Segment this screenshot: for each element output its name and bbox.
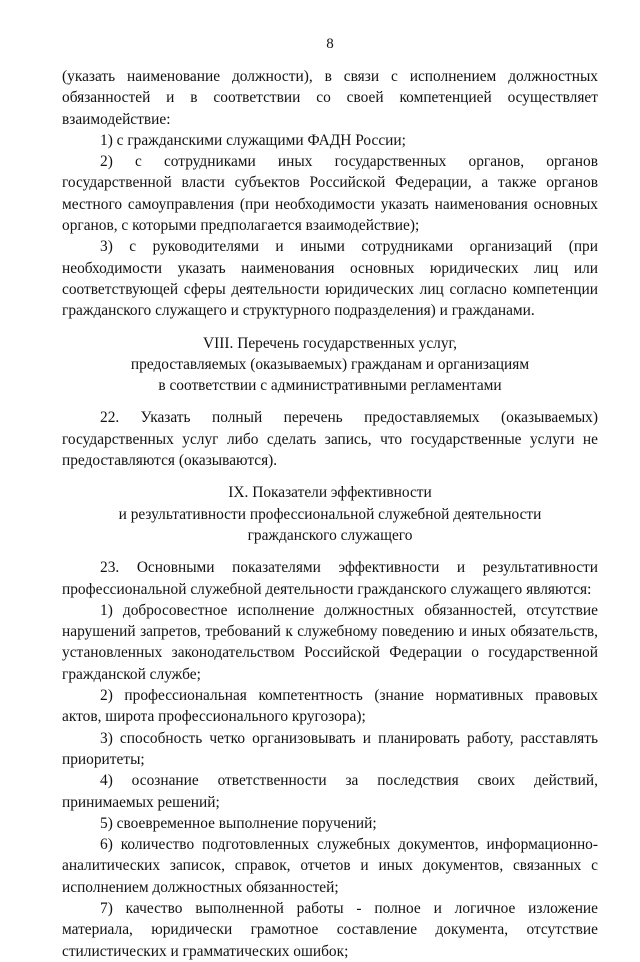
- document-page: [62, 0, 598, 960]
- list-item: 1) добросовестное исполнение должностных обязанностей, отсутствие нарушений запретов, требований к служебному поведению и иных обязательств, установленных законодательством Российской Федерации о государственной гражданской службе;: [62, 601, 598, 683]
- heading-line: в соответствии с административными регламентами: [158, 377, 502, 395]
- heading-line: IX. Показатели эффективности: [228, 484, 432, 502]
- heading-line: гражданского служащего: [247, 526, 413, 544]
- section-9-heading: [62, 482, 598, 546]
- page-number: 8: [326, 36, 334, 52]
- intro-paragraph: (указать наименование должности), в связи с исполнением должностных обязанностей и в соответствии со своей компетенцией осуществляет взаимодействие:: [62, 68, 598, 128]
- section-9-paragraph: 23. Основными показателями эффективности и результативности профессиональной служебной деятельности гражданского служащего являются:: [62, 559, 598, 598]
- heading-line: и результативности профессиональной служебной деятельности: [118, 505, 542, 523]
- list-item: 5) своевременное выполнение поручений;: [100, 814, 377, 832]
- list-item: 3) с руководителями и иными сотрудниками организаций (при необходимости указать наименования основных юридических лиц или соответствующей сферы деятельности юридических лиц согласно компетенции гражданского служащего и структурного подразделения) и гражданами.: [62, 238, 598, 320]
- section-8-paragraph: 22. Указать полный перечень предоставляемых (оказываемых) государственных услуг либо сделать запись, что государственные услуги не предоставляются (оказываются).: [62, 409, 598, 470]
- list-item: 6) количество подготовленных служебных документов, информационно-аналитических записок, справок, отчетов и иных документов, связанных с исполнением должностных обязанностей;: [62, 836, 598, 896]
- list-item: 3) способность четко организовывать и планировать работу, расставлять приоритеты;: [62, 729, 598, 768]
- list-item: 4) осознание ответственности за последствия своих действий, принимаемых решений;: [62, 772, 598, 811]
- list-item: 7) качество выполненной работы - полное и логичное изложение материала, юридически грамотное составление документа, отсутствие стилистических и грамматических ошибок;: [62, 899, 598, 960]
- document-body: [62, 66, 598, 962]
- list-item: 2) с сотрудниками иных государственных органов, органов государственной власти субъектов Российской Федерации, а также органов местного самоуправления (при необходимости указать наименования основных органов, с которыми предполагается взаимодействие);: [62, 153, 598, 235]
- list-item: 2) профессиональная компетентность (знание нормативных правовых актов, широта профессионального кругозора);: [62, 687, 598, 726]
- list-item: 1) с гражданскими служащими ФАДН России;: [100, 131, 406, 149]
- heading-line: предоставляемых (оказываемых) гражданам и организациям: [130, 355, 530, 373]
- section-8-heading: [62, 333, 598, 397]
- heading-line: VIII. Перечень государственных услуг,: [203, 334, 457, 352]
